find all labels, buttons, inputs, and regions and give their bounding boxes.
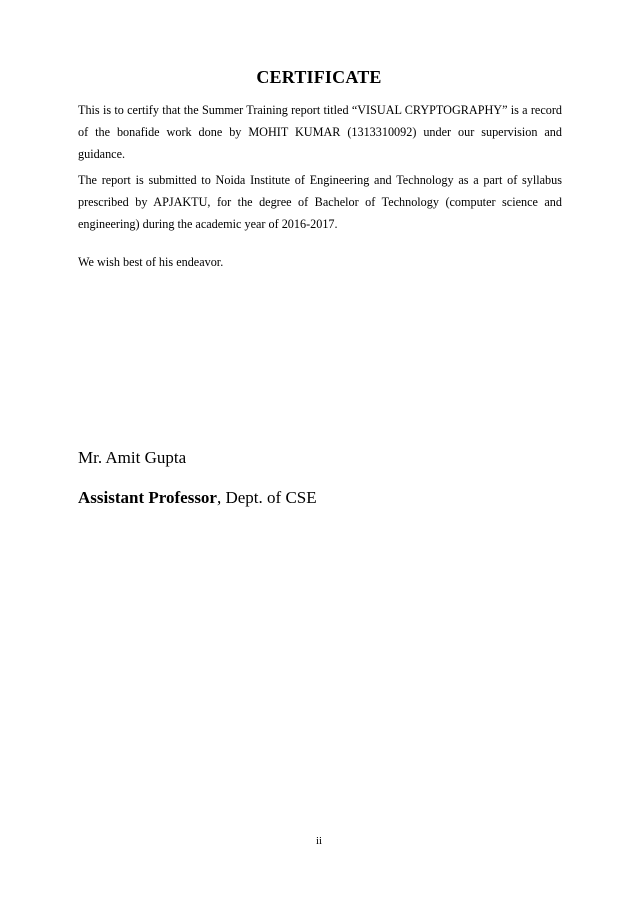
certification-paragraph: This is to certify that the Summer Training report titled “VISUAL CRYPTOGRAPHY” is a record of the bonafide work done by MOHIT KUMAR (1313310092) under our supervision and guidance.: [78, 103, 562, 161]
wishes-paragraph: We wish best of his endeavor.: [78, 255, 224, 269]
signatory-department: , Dept. of CSE: [216, 488, 317, 507]
page-title: CERTIFICATE: [256, 67, 382, 87]
page-number: ii: [315, 835, 323, 847]
signatory-position: Assistant Professor: [78, 488, 217, 507]
signatory-name: Mr. Amit Gupta: [78, 448, 187, 467]
signatory-title: [78, 488, 317, 508]
submission-paragraph: The report is submitted to Noida Institute of Engineering and Technology as a part of syllabus prescribed by APJAKTU, for the degree of Bachelor of Technology (computer science and engineering) during the academic year of 2016-2017.: [78, 173, 562, 231]
